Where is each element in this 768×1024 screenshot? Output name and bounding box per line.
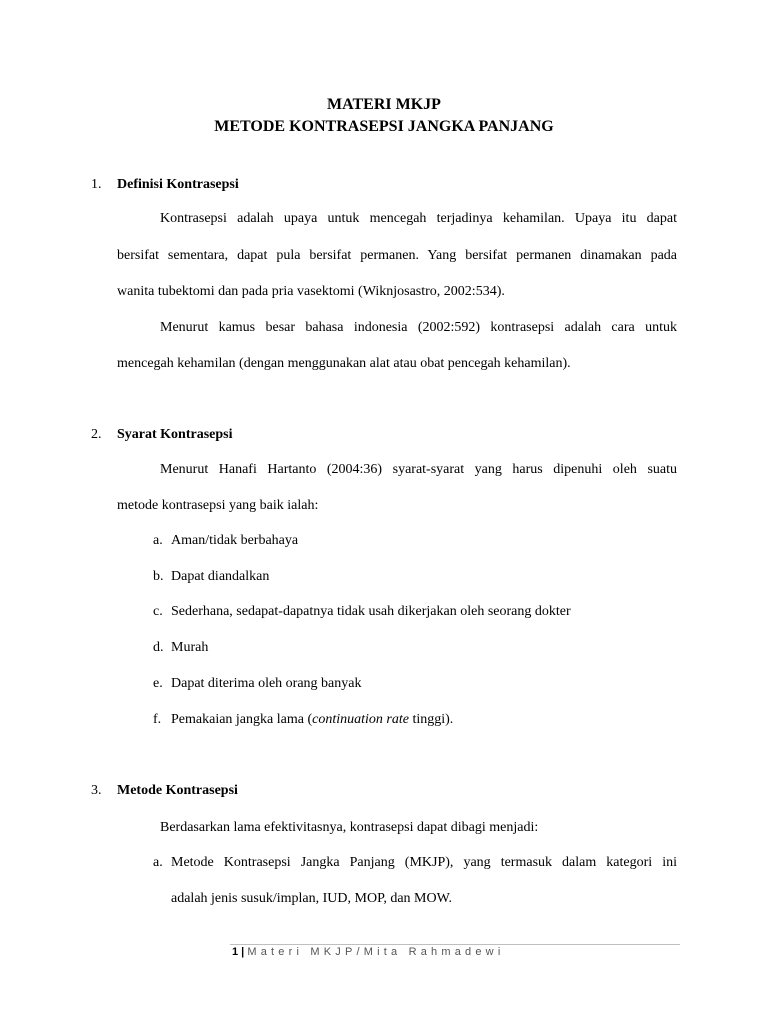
list-item-text-line-1: Metode Kontrasepsi Jangka Panjang (MKJP), yang termasuk dalam kategori ini bbox=[171, 855, 677, 870]
section-1-paragraph-2-line-2: mencegah kehamilan (dengan menggunakan alat atau obat pencegah kehamilan). bbox=[117, 356, 571, 371]
section-1-number: 1. bbox=[91, 177, 102, 192]
page-footer bbox=[232, 946, 504, 958]
list-item-text: Murah bbox=[171, 640, 209, 655]
section-3-number: 3. bbox=[91, 783, 102, 798]
section-3-paragraph-line-1: Berdasarkan lama efektivitasnya, kontrasepsi dapat dibagi menjadi: bbox=[160, 820, 539, 835]
list-item-text-line-2: adalah jenis susuk/implan, IUD, MOP, dan MOW. bbox=[171, 891, 453, 906]
footer-separator: | bbox=[238, 946, 248, 958]
document-title-line-1: MATERI MKJP bbox=[327, 96, 441, 113]
list-item-marker: a. bbox=[153, 533, 163, 548]
list-item-marker: d. bbox=[153, 640, 164, 655]
section-1-paragraph-1-line-1: Kontrasepsi adalah upaya untuk mencegah terjadinya kehamilan. Upaya itu dapat bbox=[160, 211, 677, 226]
list-item-text: Aman/tidak berbahaya bbox=[171, 533, 299, 548]
list-item-text-before: Pemakaian jangka lama ( bbox=[171, 712, 313, 727]
section-2-paragraph-line-2: metode kontrasepsi yang baik ialah: bbox=[117, 498, 319, 513]
list-item-marker: e. bbox=[153, 676, 163, 691]
footer-text: Materi MKJP/Mita Rahmadewi bbox=[247, 946, 505, 958]
section-1-paragraph-2-line-1: Menurut kamus besar bahasa indonesia (2002:592) kontrasepsi adalah cara untuk bbox=[160, 320, 677, 335]
list-item-text: Dapat diandalkan bbox=[171, 569, 270, 584]
list-item-marker: c. bbox=[153, 604, 163, 619]
section-2-paragraph-line-1: Menurut Hanafi Hartanto (2004:36) syarat-syarat yang harus dipenuhi oleh suatu bbox=[160, 462, 677, 477]
section-1-paragraph-1-line-2: bersifat sementara, dapat pula bersifat permanen. Yang bersifat permanen dinamakan pada bbox=[117, 248, 677, 263]
page-number: 1 bbox=[232, 946, 239, 958]
section-1-heading: Definisi Kontrasepsi bbox=[117, 177, 239, 192]
list-item-marker: a. bbox=[153, 855, 163, 870]
document-title-line-2: METODE KONTRASEPSI JANGKA PANJANG bbox=[214, 118, 554, 135]
list-item-marker: f. bbox=[153, 712, 162, 727]
section-2-heading: Syarat Kontrasepsi bbox=[117, 427, 233, 442]
list-item-text: Dapat diterima oleh orang banyak bbox=[171, 676, 362, 691]
footer-divider bbox=[230, 944, 680, 945]
section-2-number: 2. bbox=[91, 427, 102, 442]
section-1-paragraph-1-line-3: wanita tubektomi dan pada pria vasektomi (Wiknjosastro, 2002:534). bbox=[117, 284, 505, 299]
emphasis-term: continuation rate bbox=[312, 712, 409, 727]
list-item-marker: b. bbox=[153, 569, 164, 584]
list-item-text bbox=[171, 712, 453, 728]
list-item-text-after: tinggi). bbox=[408, 712, 454, 727]
list-item-text: Sederhana, sedapat-dapatnya tidak usah dikerjakan oleh seorang dokter bbox=[171, 604, 571, 619]
section-3-heading: Metode Kontrasepsi bbox=[117, 783, 238, 798]
